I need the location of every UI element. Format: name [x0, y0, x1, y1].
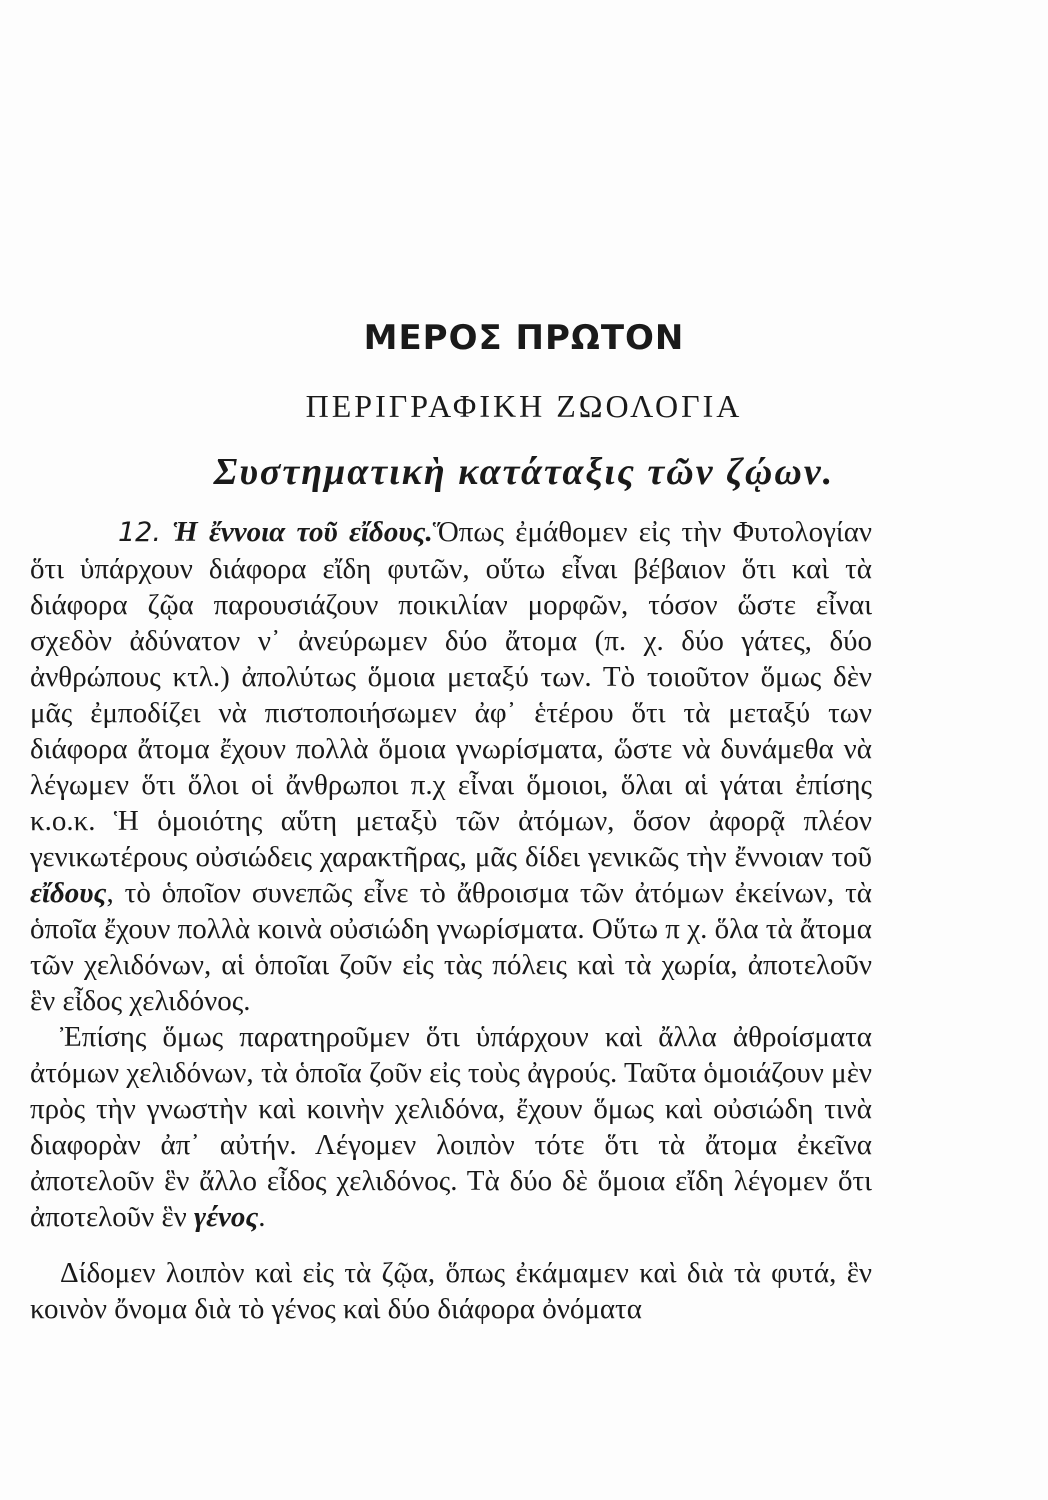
- paragraph-text: , τὸ ὁποῖον συνεπῶς εἶνε τὸ ἄθροισμα τῶν ἀτόμων ἐκείνων, τὰ ὁποῖα ἔχουν πολλὰ κοινὰ οὐσιώδη γνωρίσματα. Οὕτω π χ. ὅλα τὰ ἄτομα τῶν χελιδόνων, αἱ ὁποῖαι ζοῦν εἰς τὰς πόλεις καὶ τὰ χωρία, ἀποτελοῦν ἓν εἶδος χελιδόνος.: [30, 877, 872, 1017]
- section-number: 12.: [118, 517, 161, 548]
- paragraph-text: Ὅπως ἐμάθομεν εἰς τὴν Φυτολογίαν ὅτι ὑπάρχουν διάφορα εἴδη φυτῶν, οὕτω εἶναι βέβαιον ὅτι καὶ τὰ διάφορα ζῷα παρουσιάζουν ποικιλίαν μορφῶν, τόσον ὥστε εἶναι σχεδὸν ἀδύνατον ν᾽ ἀνεύρωμεν δύο ἄτομα (π. χ. δύο γάτες, δύο ἀνθρώπους κτλ.) ἀπολύτως ὅμοια μεταξύ των. Τὸ τοιοῦτον ὅμως δὲν μᾶς ἐμποδίζει νὰ πιστοποιήσωμεν ἀφ᾽ ἑτέρου ὅτι τὰ μεταξύ των διάφορα ἄτομα ἔχουν πολλὰ ὅμοια γνωρίσματα, ὥστε νὰ δυνάμεθα νὰ λέγωμεν ὅτι ὅλοι οἱ ἄνθρωποι π.χ εἶναι ὅμοιοι, ὅλαι αἱ γάται ἐπίσης κ.ο.κ. Ἡ ὁμοιότης αὕτη μεταξὺ τῶν ἀτόμων, ὅσον ἀφορᾷ πλέον γενικωτέρους οὐσιώδεις χαρακτῆρας, μᾶς δίδει γενικῶς τὴν ἔννοιαν τοῦ: [30, 516, 872, 873]
- part-title: ΜΕΡΟΣ ΠΡΩΤΟΝ: [363, 318, 685, 358]
- paragraph-text: Ἐπίσης ὅμως παρατηροῦμεν ὅτι ὑπάρχουν καὶ ἄλλα ἀθροίσματα ἀτόμων χελιδόνων, τὰ ὁποῖα ζοῦν εἰς τοὺς ἀγρούς. Ταῦτα ὁμοιάζουν μὲν πρὸς τὴν γνωστὴν καὶ κοινὴν χελιδόνα, ἔχουν ὅμως καὶ οὐσιώδη τινὰ διαφορὰν ἀπ᾽ αὐτήν. Λέγομεν λοιπὸν τότε ὅτι τὰ ἄτομα ἐκεῖνα ἀποτελοῦν ἓν ἄλλο εἶδος χελιδόνος. Τὰ δύο δὲ ὅμοια εἴδη λέγομεν ὅτι ἀποτελοῦν ἓν: [30, 1021, 872, 1233]
- paragraph-naming: [30, 1255, 872, 1327]
- term-genos: γένος: [194, 1201, 259, 1233]
- paragraph-genus: [30, 1019, 872, 1235]
- paragraph-text: Δίδομεν λοιπὸν καὶ εἰς τὰ ζῷα, ὅπως ἐκάμαμεν καὶ διὰ τὰ φυτά, ἓν κοινὸν ὄνομα διὰ τὸ γένος καὶ δύο διάφορα ὀνόματα: [30, 1257, 872, 1325]
- paragraph-section-12: [30, 514, 872, 1019]
- body-text: [30, 514, 872, 1327]
- section-heading: Ἡ ἔννοια τοῦ εἴδους.: [172, 516, 433, 548]
- term-eidos: εἴδους: [30, 877, 107, 909]
- section-title: ΠΕΡΙΓΡΑΦΙΚΗ ΖΩΟΛΟΓΙΑ: [305, 388, 743, 424]
- chapter-title: Συστηματικὴ κατάταξις τῶν ζῴων.: [213, 451, 835, 493]
- paragraph-text: .: [258, 1201, 266, 1233]
